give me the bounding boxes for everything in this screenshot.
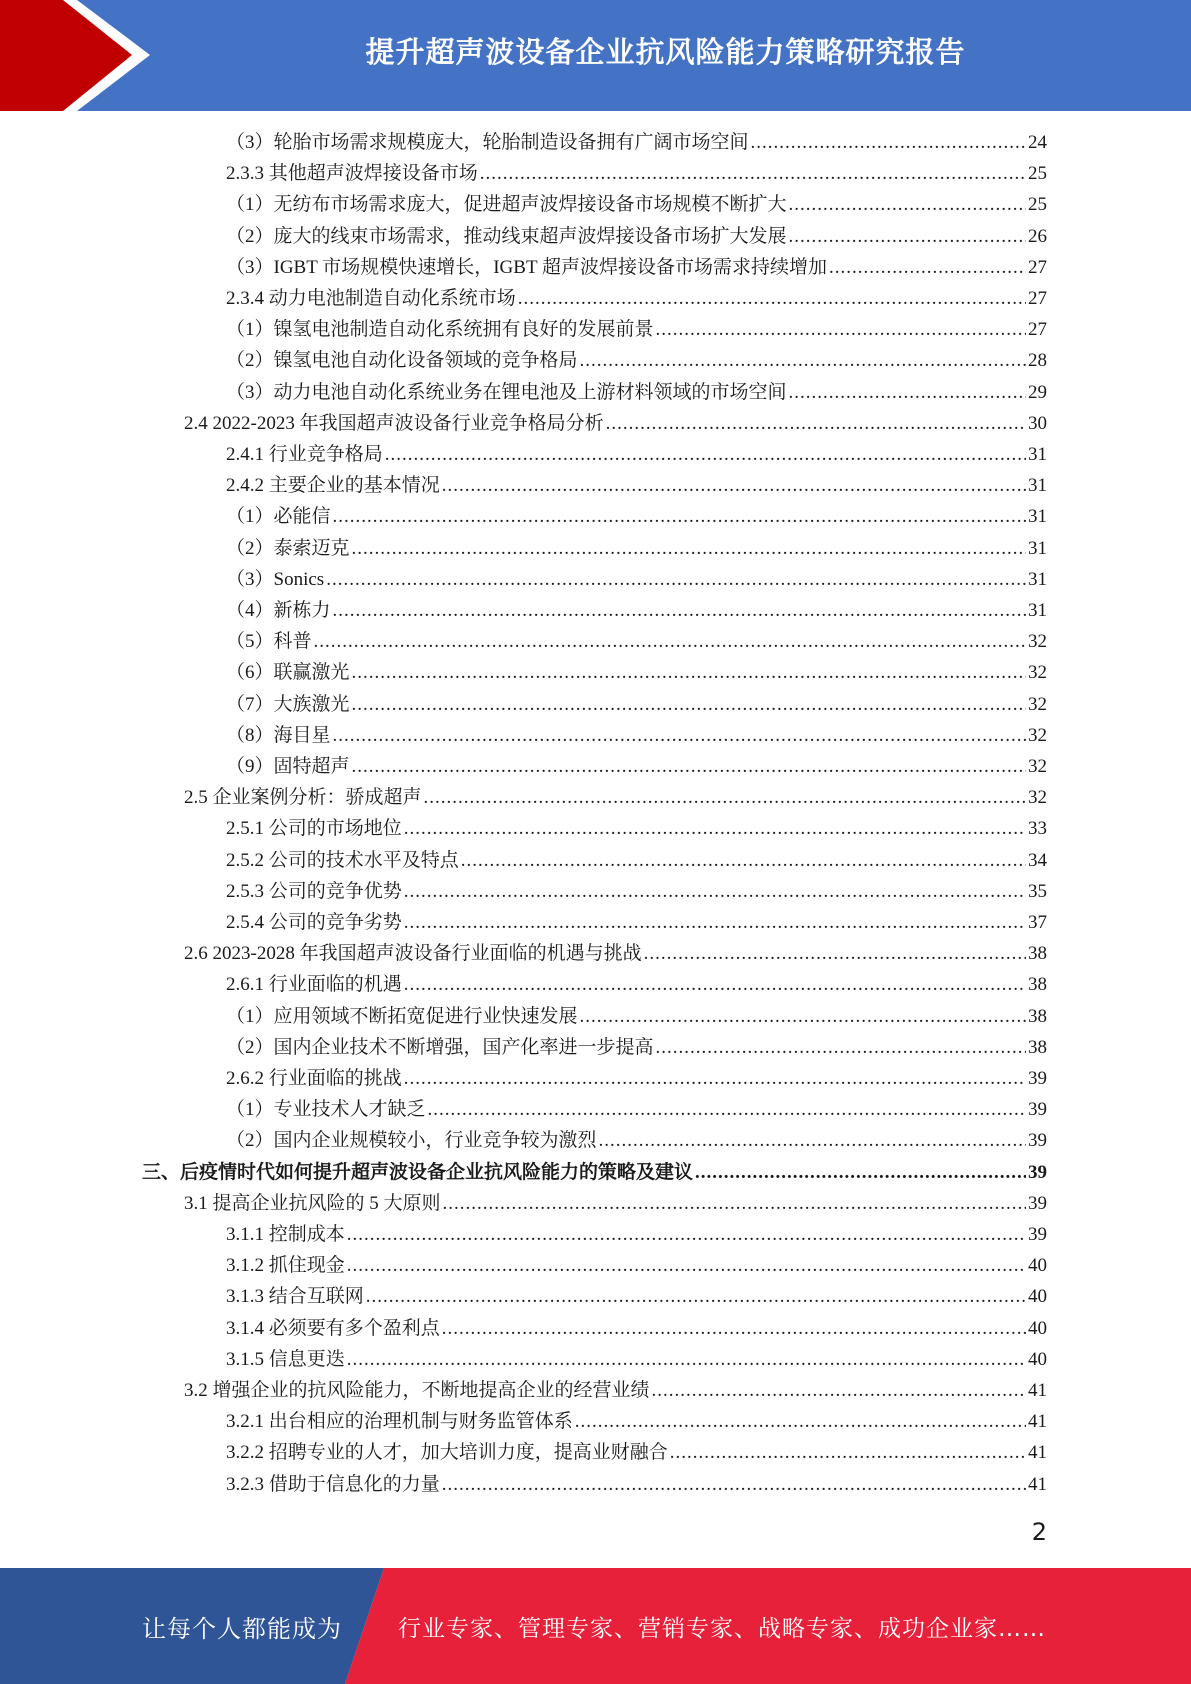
toc-entry[interactable] bbox=[226, 1126, 1047, 1156]
toc-dot-leader bbox=[404, 970, 1026, 1000]
toc-dot-leader bbox=[789, 222, 1026, 252]
toc-entry-title: （6）联赢激光 bbox=[226, 662, 350, 684]
toc-entry-title: （7）大族激光 bbox=[226, 693, 350, 715]
toc-entry-page: 28 bbox=[1028, 350, 1047, 372]
toc-entry[interactable] bbox=[142, 1158, 1047, 1188]
page-header bbox=[0, 0, 1191, 111]
toc-entry-title: 2.5.4 公司的竞争劣势 bbox=[226, 912, 402, 933]
toc-entry-title: （3）动力电池自动化系统业务在锂电池及上游材料领域的市场空间 bbox=[226, 381, 787, 403]
toc-entry-page: 38 bbox=[1028, 1005, 1047, 1027]
toc-dot-leader bbox=[695, 1158, 1026, 1188]
toc-dot-leader bbox=[333, 502, 1026, 532]
toc-entry-title: 3.1.4 必须要有多个盈利点 bbox=[226, 1317, 440, 1339]
toc-entry-page: 41 bbox=[1028, 1380, 1047, 1401]
toc-entry[interactable] bbox=[226, 1002, 1047, 1032]
toc-dot-leader bbox=[352, 752, 1026, 782]
toc-dot-leader bbox=[480, 159, 1026, 189]
page-number: 2 bbox=[1031, 1518, 1047, 1546]
report-title: 提升超声波设备企业抗风险能力策略研究报告 bbox=[365, 34, 966, 69]
toc-entry[interactable] bbox=[226, 1033, 1047, 1063]
toc-entry[interactable] bbox=[226, 502, 1047, 532]
toc-dot-leader bbox=[580, 346, 1026, 376]
toc-dot-leader bbox=[442, 471, 1026, 501]
toc-entry-title: 3.2.1 出台相应的治理机制与财务监管体系 bbox=[226, 1411, 573, 1433]
toc-entry-page: 29 bbox=[1028, 381, 1047, 403]
toc-entry-page: 24 bbox=[1028, 132, 1047, 153]
toc-dot-leader bbox=[347, 1251, 1026, 1281]
toc-entry[interactable] bbox=[226, 1345, 1047, 1375]
toc-entry[interactable] bbox=[184, 939, 1047, 969]
toc-dot-leader bbox=[352, 658, 1026, 688]
toc-entry-page: 39 bbox=[1028, 1099, 1047, 1121]
toc-entry[interactable] bbox=[226, 1470, 1047, 1500]
toc-entry[interactable] bbox=[226, 814, 1047, 844]
toc-entry-page: 27 bbox=[1028, 319, 1047, 341]
toc-dot-leader bbox=[644, 939, 1026, 969]
toc-entry[interactable] bbox=[226, 1407, 1047, 1437]
toc-dot-leader bbox=[428, 1095, 1026, 1125]
toc-entry-title: （2）镍氢电池自动化设备领域的竞争格局 bbox=[226, 350, 578, 372]
toc-entry-page: 40 bbox=[1028, 1317, 1047, 1339]
toc-dot-leader bbox=[333, 721, 1026, 751]
toc-dot-leader bbox=[461, 846, 1026, 876]
footer-slogan-left: 让每个人都能成为 bbox=[142, 1614, 342, 1643]
toc-entry-title: 2.5.3 公司的竞争优势 bbox=[226, 880, 402, 902]
toc-dot-leader bbox=[652, 1376, 1026, 1406]
toc-entry-title: 3.1.5 信息更迭 bbox=[226, 1348, 345, 1370]
toc-entry[interactable] bbox=[226, 846, 1047, 876]
toc-entry-title: 2.6 2023-2028 年我国超声波设备行业面临的机遇与挑战 bbox=[184, 943, 642, 965]
toc-entry[interactable] bbox=[226, 658, 1047, 688]
toc-entry[interactable] bbox=[226, 128, 1047, 158]
toc-entry-page: 37 bbox=[1028, 912, 1047, 933]
toc-entry-page: 39 bbox=[1028, 1224, 1047, 1245]
toc-entry-title: （1）专业技术人才缺乏 bbox=[226, 1099, 426, 1121]
toc-entry[interactable] bbox=[226, 1220, 1047, 1250]
toc-entry-title: 2.4.1 行业竞争格局 bbox=[226, 444, 383, 465]
toc-entry-title: 3.1.1 控制成本 bbox=[226, 1224, 345, 1245]
footer-slogan-right: 行业专家、管理专家、营销专家、战略专家、成功企业家…… bbox=[398, 1615, 1046, 1642]
toc-entry-page: 40 bbox=[1028, 1348, 1047, 1370]
toc-entry[interactable] bbox=[226, 1282, 1047, 1312]
toc-dot-leader bbox=[789, 190, 1026, 220]
toc-entry-title: （1）镍氢电池制造自动化系统拥有良好的发展前景 bbox=[226, 319, 654, 341]
toc-entry-title: 3.2 增强企业的抗风险能力，不断地提高企业的经营业绩 bbox=[184, 1380, 650, 1401]
toc-dot-leader bbox=[580, 1002, 1026, 1032]
toc-entry-title: 2.3.4 动力电池制造自动化系统市场 bbox=[226, 288, 516, 309]
toc-dot-leader bbox=[606, 409, 1026, 439]
toc-entry[interactable] bbox=[226, 471, 1047, 501]
toc-entry-title: 2.5 企业案例分析：骄成超声 bbox=[184, 787, 422, 809]
toc-entry-title: 2.4.2 主要企业的基本情况 bbox=[226, 475, 440, 497]
toc-entry[interactable] bbox=[226, 1095, 1047, 1125]
toc-entry[interactable] bbox=[226, 1251, 1047, 1281]
toc-entry-page: 32 bbox=[1028, 693, 1047, 715]
toc-entry-page: 31 bbox=[1028, 600, 1047, 621]
toc-entry-title: 3.1 提高企业抗风险的 5 大原则 bbox=[184, 1192, 441, 1214]
toc-entry-title: 2.5.2 公司的技术水平及特点 bbox=[226, 849, 459, 871]
toc-entry-page: 32 bbox=[1028, 787, 1047, 809]
toc-entry-page: 35 bbox=[1028, 880, 1047, 902]
toc-entry-title: （2）庞大的线束市场需求，推动线束超声波焊接设备市场扩大发展 bbox=[226, 225, 787, 247]
toc-entry-page: 32 bbox=[1028, 756, 1047, 777]
toc-entry[interactable] bbox=[226, 440, 1047, 470]
toc-entry-page: 39 bbox=[1028, 1192, 1047, 1214]
toc-entry-title: 3.1.2 抓住现金 bbox=[226, 1255, 345, 1277]
toc-entry-title: （2）泰索迈克 bbox=[226, 537, 350, 559]
toc-entry-title: 3.1.3 结合互联网 bbox=[226, 1286, 364, 1308]
toc-entry-page: 41 bbox=[1028, 1411, 1047, 1433]
toc-entry-page: 38 bbox=[1028, 1036, 1047, 1058]
toc-entry-page: 31 bbox=[1028, 568, 1047, 590]
toc-entry[interactable] bbox=[226, 346, 1047, 376]
toc-entry[interactable] bbox=[226, 534, 1047, 564]
toc-entry-title: （9）固特超声 bbox=[226, 756, 350, 777]
toc-entry-title: （5）科普 bbox=[226, 631, 312, 653]
toc-entry-page: 33 bbox=[1028, 818, 1047, 840]
toc-dot-leader bbox=[347, 1345, 1026, 1375]
toc-entry-page: 31 bbox=[1028, 537, 1047, 559]
toc-entry[interactable] bbox=[184, 409, 1047, 439]
page-footer bbox=[0, 1568, 1191, 1684]
toc-entry-title: （1）应用领域不断拓宽促进行业快速发展 bbox=[226, 1005, 578, 1027]
toc-entry-title: 3.2.3 借助于信息化的力量 bbox=[226, 1473, 440, 1495]
toc-entry-title: 2.4 2022-2023 年我国超声波设备行业竞争格局分析 bbox=[184, 412, 604, 434]
toc-entry-page: 38 bbox=[1028, 943, 1047, 965]
toc-entry-page: 32 bbox=[1028, 662, 1047, 684]
toc-entry-page: 31 bbox=[1028, 475, 1047, 497]
toc-dot-leader bbox=[404, 814, 1026, 844]
toc-dot-leader bbox=[424, 783, 1026, 813]
toc-dot-leader bbox=[829, 253, 1026, 283]
toc-entry[interactable] bbox=[226, 908, 1047, 938]
toc-entry[interactable] bbox=[226, 1438, 1047, 1468]
toc-entry[interactable] bbox=[226, 970, 1047, 1000]
toc-dot-leader bbox=[347, 1220, 1026, 1250]
toc-dot-leader bbox=[352, 690, 1026, 720]
toc-dot-leader bbox=[656, 315, 1026, 345]
toc-entry[interactable] bbox=[226, 565, 1047, 595]
toc-dot-leader bbox=[333, 596, 1026, 626]
toc-dot-leader bbox=[404, 877, 1026, 907]
toc-dot-leader bbox=[656, 1033, 1026, 1063]
toc-entry-title: 2.3.3 其他超声波焊接设备市场 bbox=[226, 163, 478, 185]
toc-dot-leader bbox=[366, 1282, 1026, 1312]
toc-dot-leader bbox=[404, 1064, 1026, 1094]
toc-entry-page: 25 bbox=[1028, 194, 1047, 216]
toc-dot-leader bbox=[670, 1438, 1026, 1468]
toc-entry-page: 41 bbox=[1028, 1442, 1047, 1464]
toc-entry-title: （3）轮胎市场需求规模庞大，轮胎制造设备拥有广阔市场空间 bbox=[226, 132, 749, 153]
toc-entry-title: （1）必能信 bbox=[226, 506, 331, 528]
toc-entry[interactable] bbox=[184, 1189, 1047, 1219]
toc-entry[interactable] bbox=[226, 190, 1047, 220]
toc-entry-page: 34 bbox=[1028, 849, 1047, 871]
toc-entry[interactable] bbox=[226, 284, 1047, 314]
toc-entry[interactable] bbox=[226, 1064, 1047, 1094]
toc-entry[interactable] bbox=[226, 752, 1047, 782]
toc-entry[interactable] bbox=[226, 627, 1047, 657]
toc-entry-title: （3）Sonics bbox=[226, 568, 325, 590]
toc-entry-page: 41 bbox=[1028, 1473, 1047, 1495]
toc-entry-title: 2.5.1 公司的市场地位 bbox=[226, 818, 402, 840]
toc-entry-page: 40 bbox=[1028, 1255, 1047, 1277]
toc-entry-page: 39 bbox=[1028, 1130, 1047, 1152]
toc-entry-title: 2.6.2 行业面临的挑战 bbox=[226, 1068, 402, 1089]
toc-dot-leader bbox=[789, 378, 1026, 408]
toc-entry-title: （2）国内企业规模较小，行业竞争较为激烈 bbox=[226, 1130, 597, 1152]
toc-entry-title: （1）无纺布市场需求庞大，促进超声波焊接设备市场规模不断扩大 bbox=[226, 194, 787, 216]
toc-entry-title: 2.6.1 行业面临的机遇 bbox=[226, 974, 402, 996]
toc-entry-title: （8）海目星 bbox=[226, 724, 331, 746]
toc-entry[interactable] bbox=[226, 1314, 1047, 1344]
toc-dot-leader bbox=[326, 565, 1026, 595]
toc-entry-page: 31 bbox=[1028, 444, 1047, 465]
toc-entry-page: 26 bbox=[1028, 225, 1047, 247]
toc-entry-page: 39 bbox=[1028, 1068, 1047, 1089]
toc-entry-page: 38 bbox=[1028, 974, 1047, 996]
toc-dot-leader bbox=[443, 1189, 1026, 1219]
toc-dot-leader bbox=[518, 284, 1026, 314]
toc-entry[interactable] bbox=[226, 721, 1047, 751]
toc-dot-leader bbox=[352, 534, 1026, 564]
toc-entry[interactable] bbox=[226, 222, 1047, 252]
toc-entry[interactable] bbox=[226, 877, 1047, 907]
toc-entry-page: 27 bbox=[1028, 256, 1047, 278]
toc-entry-title: （3）IGBT 市场规模快速增长，IGBT 超声波焊接设备市场需求持续增加 bbox=[226, 256, 827, 278]
toc-entry-title: 三、后疫情时代如何提升超声波设备企业抗风险能力的策略及建议 bbox=[142, 1161, 694, 1183]
toc-dot-leader bbox=[575, 1407, 1026, 1437]
toc-entry-page: 25 bbox=[1028, 163, 1047, 185]
toc-dot-leader bbox=[751, 128, 1026, 158]
toc-dot-leader bbox=[385, 440, 1026, 470]
toc-dot-leader bbox=[442, 1470, 1026, 1500]
toc-entry[interactable] bbox=[226, 596, 1047, 626]
toc-dot-leader bbox=[442, 1314, 1026, 1344]
toc-entry-page: 32 bbox=[1028, 631, 1047, 653]
toc-dot-leader bbox=[599, 1126, 1026, 1156]
toc-dot-leader bbox=[404, 908, 1026, 938]
toc-entry-page: 32 bbox=[1028, 724, 1047, 746]
toc-entry-page: 39 bbox=[1028, 1161, 1047, 1183]
toc-entry-page: 30 bbox=[1028, 412, 1047, 434]
toc-entry[interactable] bbox=[184, 783, 1047, 813]
toc-entry-title: 3.2.2 招聘专业的人才，加大培训力度，提高业财融合 bbox=[226, 1442, 668, 1464]
toc-entry[interactable] bbox=[226, 378, 1047, 408]
toc-entry[interactable] bbox=[226, 253, 1047, 283]
toc-entry-title: （2）国内企业技术不断增强，国产化率进一步提高 bbox=[226, 1036, 654, 1058]
toc-dot-leader bbox=[314, 627, 1026, 657]
toc-entry-title: （4）新栋力 bbox=[226, 600, 331, 621]
toc-entry[interactable] bbox=[226, 690, 1047, 720]
toc-entry[interactable] bbox=[184, 1376, 1047, 1406]
toc-entry[interactable] bbox=[226, 315, 1047, 345]
toc-entry-page: 40 bbox=[1028, 1286, 1047, 1308]
toc-entry[interactable] bbox=[226, 159, 1047, 189]
toc-entry-page: 27 bbox=[1028, 288, 1047, 309]
toc-entry-page: 31 bbox=[1028, 506, 1047, 528]
